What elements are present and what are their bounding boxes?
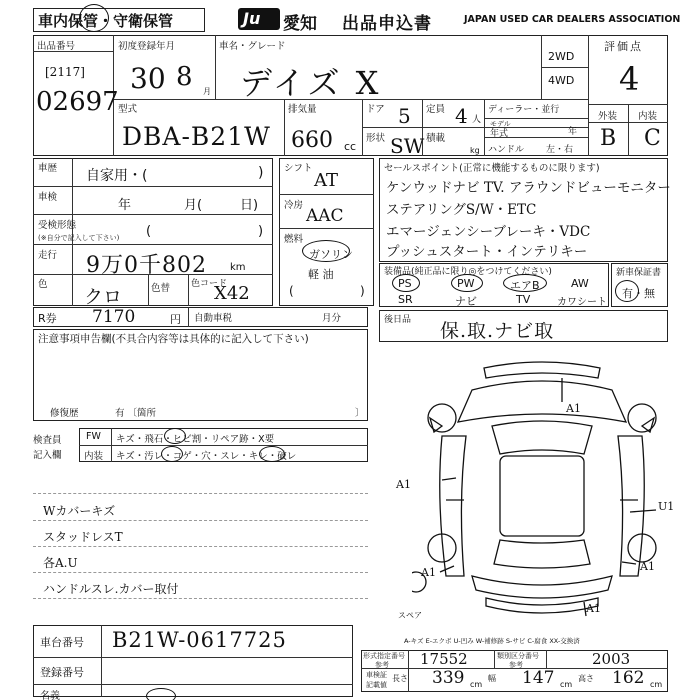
inspector-row2: キズ・汚レ・コゲ・穴・スレ・キレ・破レ <box>116 451 297 462</box>
fuel-gas-circle <box>302 240 350 262</box>
damage-legend: A-キズ E-エクボ U-凹み W-補修跡 S-サビ C-腐食 XX-交換済 <box>404 637 580 645</box>
selling-point-1: ケンウッドナビ TV. アラウンドビューモニター <box>386 180 671 196</box>
dealer-label: ディーラー・並行 <box>488 105 560 115</box>
first-reg-month-unit: 月 <box>203 87 211 96</box>
model-spec-label: 形式指定番号 <box>363 652 405 660</box>
recycle-unit: 円 <box>170 313 181 326</box>
fuel-paren-open: ( <box>289 284 294 298</box>
mileage-unit: km <box>230 262 246 273</box>
history-label: 車歴 <box>38 163 58 174</box>
model-year-label2: 年式 <box>490 129 509 139</box>
chassis-value: B21W-0617725 <box>112 628 287 652</box>
displacement-unit: cc <box>344 140 357 153</box>
inspection-label: 車検 <box>38 192 58 203</box>
fuel-gas: ガソリン <box>309 248 353 261</box>
length-value: 339 <box>432 668 465 688</box>
selling-points-label: セールスポイント(正常に機能するものに限ります) <box>384 163 600 174</box>
interior-score: C <box>644 126 661 151</box>
tax-value: 月分 <box>322 313 342 324</box>
model-name-value: デイズ X <box>240 64 382 102</box>
cert-label-2: 記載値 <box>366 681 387 689</box>
selling-point-4: プッシュスタート・インテリキー <box>386 244 588 260</box>
shift-value: AT <box>314 170 339 191</box>
model-name-label: 車名・グレード <box>219 41 286 52</box>
equip-sr: SR <box>398 293 413 306</box>
history-close: ) <box>258 165 264 181</box>
exterior-score: B <box>600 126 617 151</box>
equip-aw: AW <box>571 277 589 290</box>
after-fit-value: 保.取.ナビ取 <box>440 320 555 342</box>
handwritten-note-2: スタッドレスT <box>43 530 123 544</box>
recycle-label: R券 <box>38 312 57 325</box>
repair-close: 〕 <box>355 408 365 419</box>
storage-circle <box>79 4 109 32</box>
height-value: 162 <box>612 668 645 688</box>
receipt-note: (※自分で記入して下さい) <box>38 234 120 242</box>
damage-mark-rear: A1 <box>586 602 601 615</box>
damage-mark-front: A1 <box>566 402 581 415</box>
fuel-paren-close: ) <box>360 284 365 298</box>
model-code-label: 型式 <box>118 104 138 115</box>
category-ref: 参考 <box>509 661 523 669</box>
inspector-circle-stain <box>161 446 183 462</box>
mileage-label: 走行 <box>38 250 58 261</box>
warranty-options: 有・無 <box>622 287 655 300</box>
category-value: 2003 <box>592 650 631 668</box>
registration-label: 登録番号 <box>40 666 84 679</box>
handwritten-note-4: ハンドルスレ.カバー取付 <box>43 582 179 596</box>
chassis-label: 車台番号 <box>40 636 84 649</box>
car-diagram <box>412 350 675 630</box>
capacity-label: 定員 <box>426 104 446 115</box>
receipt-close: ) <box>258 224 264 239</box>
score-label: 評価点 <box>604 40 643 53</box>
repair-value: 有 〔箇所 <box>115 408 157 419</box>
height-label: 高さ <box>578 674 594 683</box>
shape-value: SW <box>390 134 425 158</box>
lot-number: 02697 <box>36 87 119 117</box>
height-unit: cm <box>650 680 663 689</box>
model-spec-value: 17552 <box>420 650 468 668</box>
ju-logo-text: Ju <box>243 9 261 28</box>
inspection-year-unit: 年 <box>118 198 132 213</box>
equipment-label: 装備品(純正品に限り◎をつけてください) <box>384 267 552 277</box>
capacity-value: 4 <box>455 104 468 128</box>
color-change-label: 色替 <box>151 283 171 294</box>
org-name: 愛知 <box>283 14 317 34</box>
category-label: 類別区分番号 <box>497 652 539 660</box>
tax-label: 自動車税 <box>194 313 233 324</box>
fuel-diesel: 軽 油 <box>308 268 334 281</box>
equip-airbag: エアB <box>510 279 540 292</box>
receipt-open: ( <box>146 224 152 239</box>
model-year-label1: モデル <box>490 120 511 128</box>
inspector-row1-head: FW <box>86 431 101 442</box>
damage-mark-right-rear: A1 <box>640 560 655 573</box>
load-unit: kg <box>470 146 480 155</box>
spare-label: スペア <box>398 611 422 620</box>
ac-label: 冷房 <box>284 200 304 211</box>
ac-value: AAC <box>306 206 344 226</box>
length-unit: cm <box>470 680 483 689</box>
drive-4wd: 4WD <box>548 74 575 87</box>
inspection-month-unit: 月( <box>184 198 203 213</box>
first-reg-month: 8 <box>176 62 193 92</box>
first-reg-label: 初度登録年月 <box>118 41 176 52</box>
color-code-label: 色コード <box>191 279 228 289</box>
drive-2wd: 2WD <box>548 50 575 63</box>
fuel-label: 燃料 <box>284 234 304 245</box>
interior-label: 内装 <box>638 111 658 122</box>
equip-pw-circle <box>451 274 483 292</box>
lot-label: 出品番号 <box>37 41 76 52</box>
selling-point-3: エマージェンシーブレーキ・VDC <box>386 224 591 240</box>
recycle-value: 7170 <box>92 307 136 327</box>
history-value: 自家用・( <box>86 168 148 184</box>
equip-airbag-circle <box>503 274 547 292</box>
shift-label: シフト <box>284 163 313 174</box>
doors-value: 5 <box>398 104 411 128</box>
mileage-value: 9万0千802 <box>86 253 207 278</box>
inspection-day-unit: 日) <box>240 198 259 213</box>
inspector-row2-head: 内装 <box>84 451 104 462</box>
inspector-circle-wear <box>259 446 285 462</box>
equip-ps-circle <box>392 274 420 292</box>
load-label: 積載 <box>426 133 446 144</box>
width-label: 幅 <box>488 674 496 683</box>
damage-mark-left-rear: A1 <box>421 566 436 579</box>
capacity-unit: 人 <box>472 115 482 125</box>
handwritten-note-3: 各A.U <box>43 556 78 570</box>
shape-label: 形状 <box>366 133 386 144</box>
footer-circle <box>146 688 176 700</box>
receipt-label: 受検形態 <box>38 220 77 231</box>
width-value: 147 <box>522 668 555 688</box>
width-unit: cm <box>560 680 573 689</box>
equip-tv: TV <box>516 293 531 306</box>
length-label: 長さ <box>392 674 408 683</box>
first-reg-year: 30 <box>130 62 166 95</box>
handwritten-note-1: Wカバーキズ <box>43 504 116 518</box>
selling-point-2: ステアリングS/W・ETC <box>386 202 537 218</box>
inspector-circle-chip <box>164 428 186 444</box>
damage-mark-left-side: A1 <box>396 478 411 491</box>
displacement-value: 660 <box>291 128 333 153</box>
org-english: JAPAN USED CAR DEALERS ASSOCIATION <box>464 14 681 25</box>
equip-leather: カワシート <box>557 297 607 308</box>
lot-bracket-code: [2117] <box>45 65 85 79</box>
storage-label: 車内保管・守衛保管 <box>38 12 174 30</box>
cert-label-1: 車検証 <box>366 671 387 679</box>
model-year-unit: 年 <box>568 127 578 137</box>
doors-label: ドア <box>366 104 385 115</box>
notes-label: 注意事項申告欄(不具合内容等は具体的に記入して下さい) <box>38 333 309 345</box>
score-value: 4 <box>619 60 640 98</box>
inspector-label-2: 記入欄 <box>33 450 62 461</box>
after-fit-label: 後日品 <box>384 315 412 325</box>
exterior-label: 外装 <box>598 111 618 122</box>
model-code-value: DBA-B21W <box>122 122 271 151</box>
equip-pw: PW <box>457 277 475 290</box>
color-value: クロ <box>84 286 123 308</box>
inspector-row1: キズ・飛石・ヒビ割・リペア跡・X要 <box>116 434 275 445</box>
sheet-title: 出品申込書 <box>342 14 432 34</box>
equip-navi: ナビ <box>455 295 477 308</box>
model-spec-ref: 参考 <box>375 661 389 669</box>
warranty-circle <box>615 280 639 302</box>
handle-label: ハンドル <box>488 145 525 155</box>
repair-label: 修復歴 <box>50 408 79 419</box>
warranty-label: 新車保証書 <box>616 268 662 278</box>
footer-label: 名義 <box>40 691 60 700</box>
inspector-label-1: 検査員 <box>33 435 62 446</box>
damage-mark-right-side: U1 <box>658 500 675 513</box>
color-code-value: X42 <box>214 283 250 304</box>
color-label: 色 <box>38 279 48 290</box>
handle-options: 左・右 <box>546 145 574 155</box>
displacement-label: 排気量 <box>288 104 317 115</box>
equip-ps: PS <box>398 277 412 290</box>
